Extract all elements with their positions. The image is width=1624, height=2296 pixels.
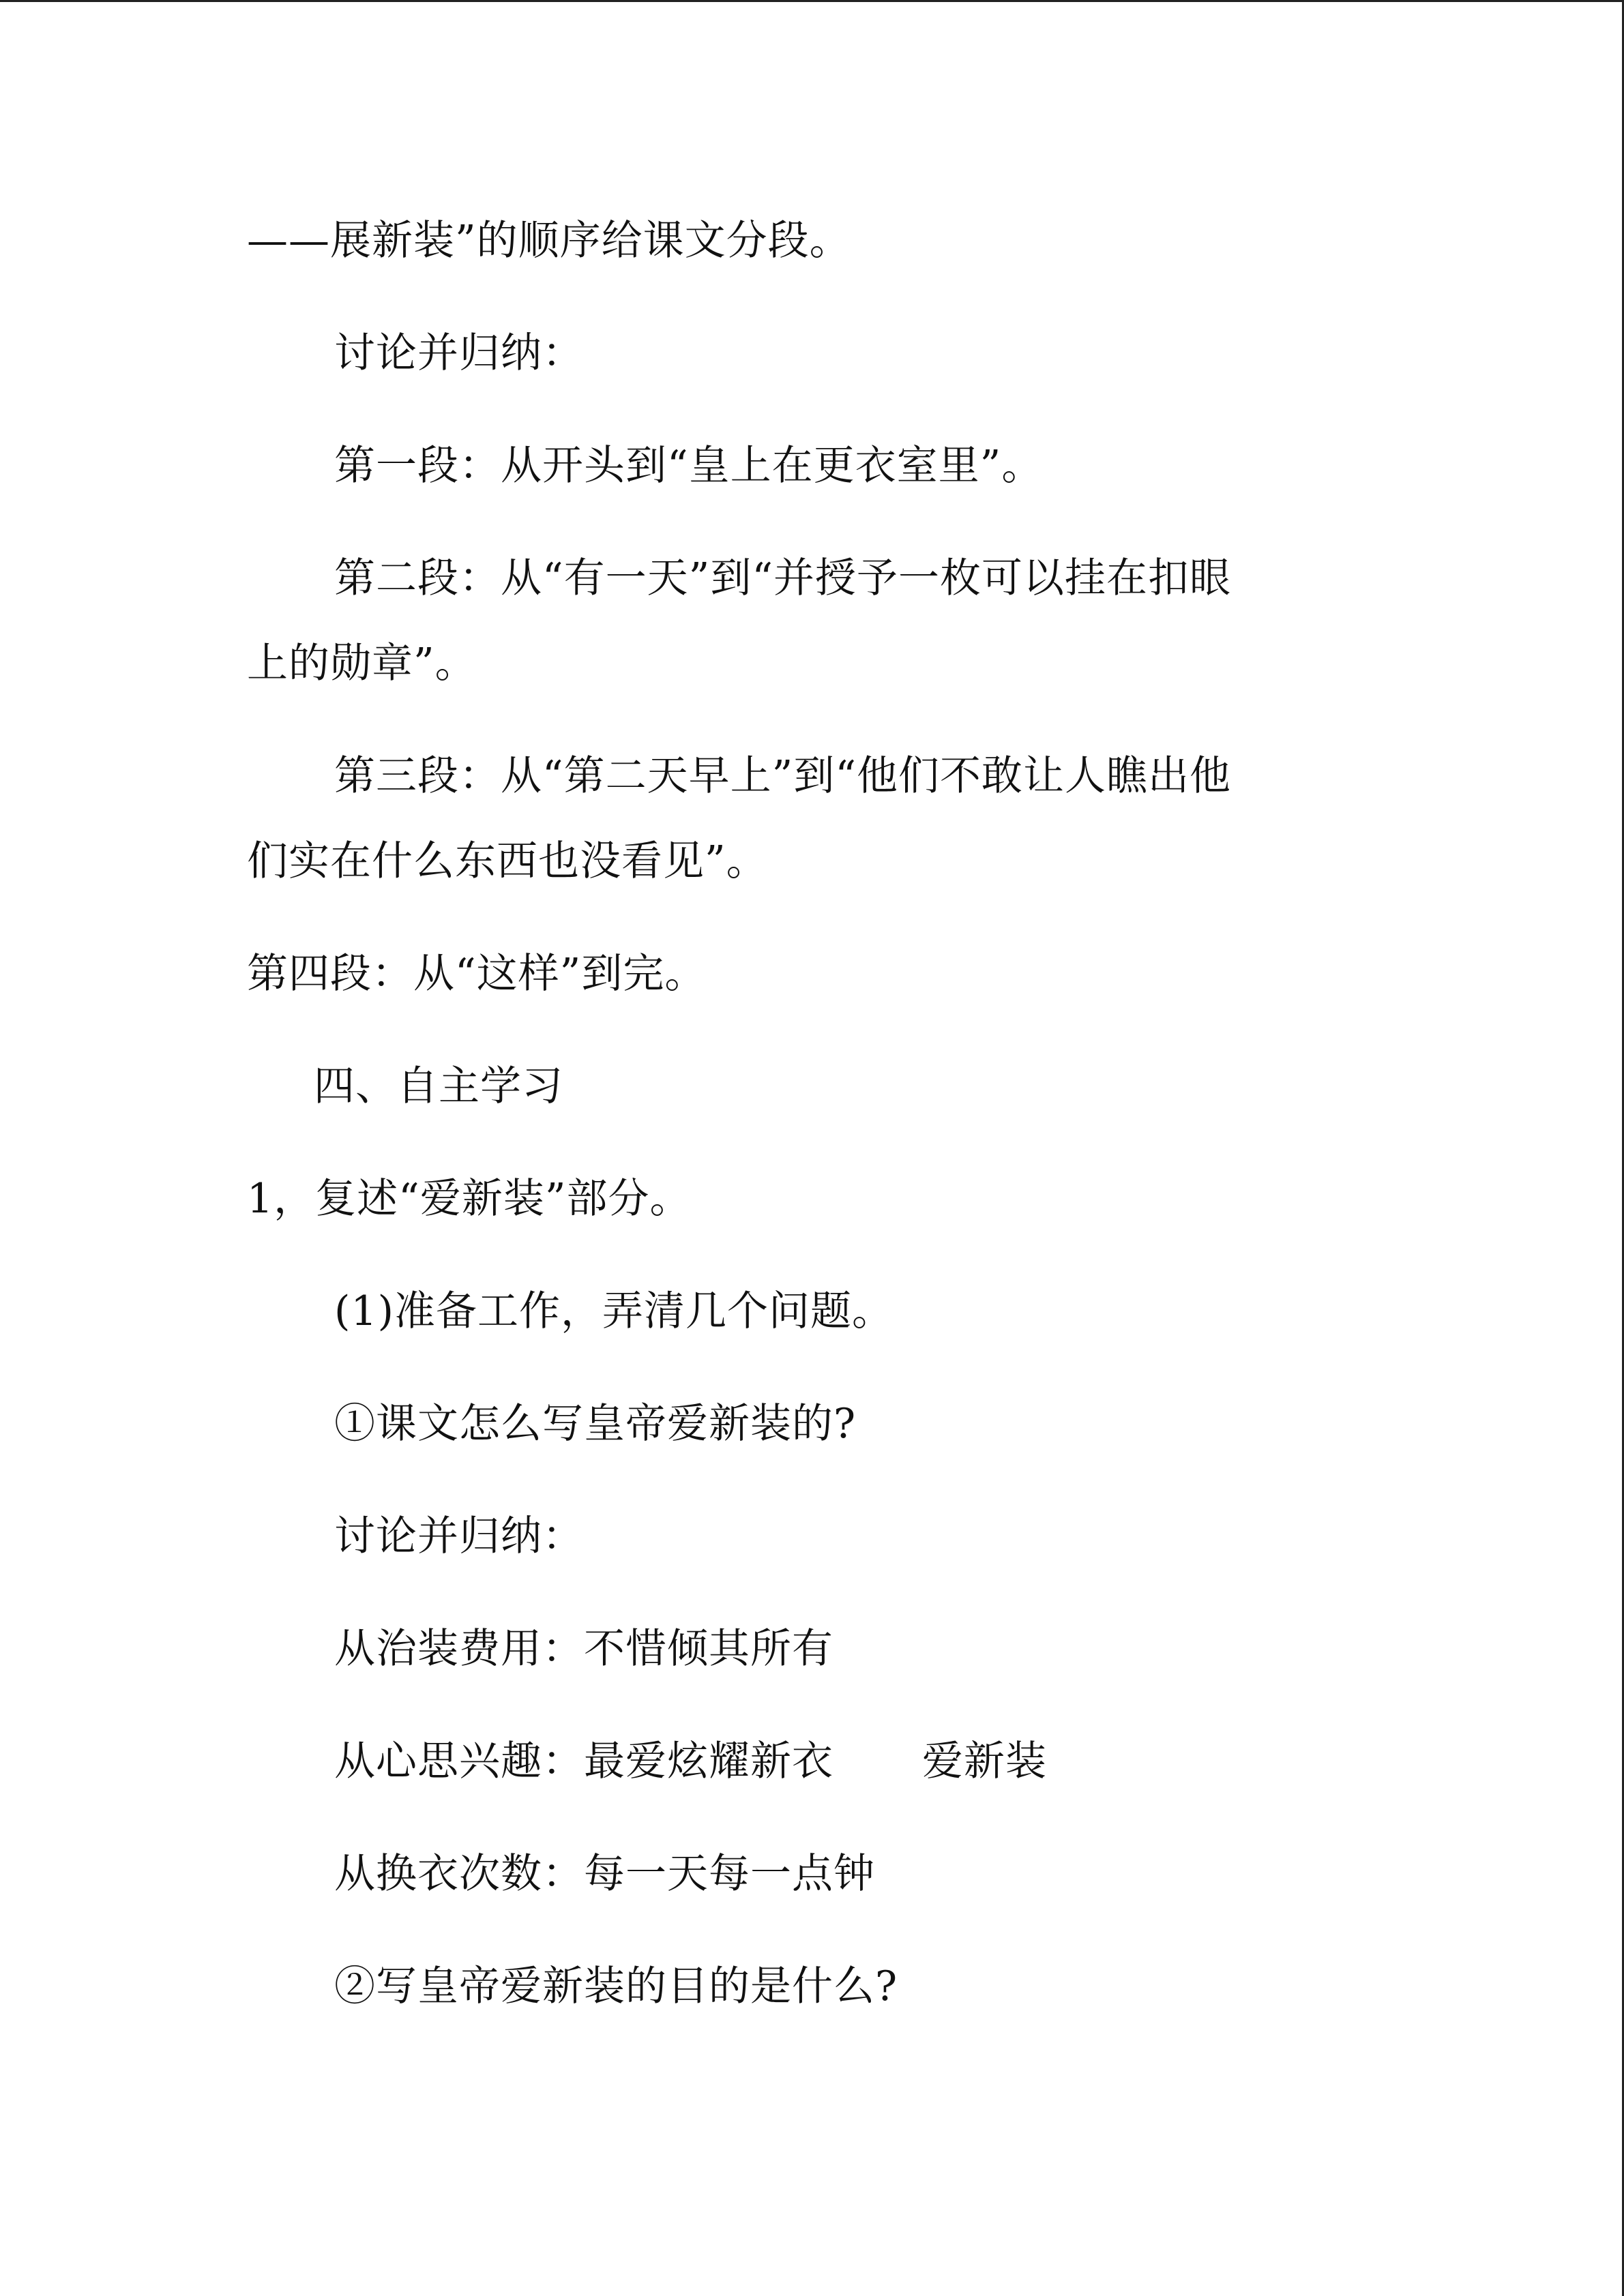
text-line: ①课文怎么写皇帝爱新装的? [334, 1400, 857, 1448]
text-line: 讨论并归纳： [334, 329, 584, 377]
text-line: 第四段：从“这样”到完。 [247, 950, 707, 998]
text-line: 上的勋章”。 [247, 640, 477, 687]
text-line: 从心思兴趣：最爱炫耀新衣 [334, 1738, 833, 1785]
text-line: 第一段：从开头到“皇上在更衣室里”。 [334, 442, 1044, 490]
text-line: 第三段：从“第二天早上”到“他们不敢让人瞧出他 [334, 752, 1232, 800]
text-line-with-label [334, 1734, 1047, 1789]
section-heading: 四、自主学习 [314, 1062, 563, 1110]
text-line: 讨论并归纳： [334, 1512, 584, 1560]
text-line: 从治装费用：不惜倾其所有 [334, 1625, 833, 1673]
text-line: (1)准备工作，弄清几个问题。 [334, 1287, 894, 1335]
text-line: ——展新装”的顺序给课文分段。 [247, 217, 851, 265]
text-line: 从换衣次数：每一天每一点钟 [334, 1850, 875, 1898]
text-line: 第二段：从“有一天”到“并授予一枚可以挂在扣眼 [334, 554, 1232, 602]
text-line: ②写皇帝爱新装的目的是什么? [334, 1963, 898, 2010]
text-line: 1，复述“爱新装”部分。 [247, 1175, 692, 1223]
side-label: 爱新装 [922, 1738, 1047, 1785]
text-line: 们实在什么东西也没看见”。 [247, 837, 768, 885]
